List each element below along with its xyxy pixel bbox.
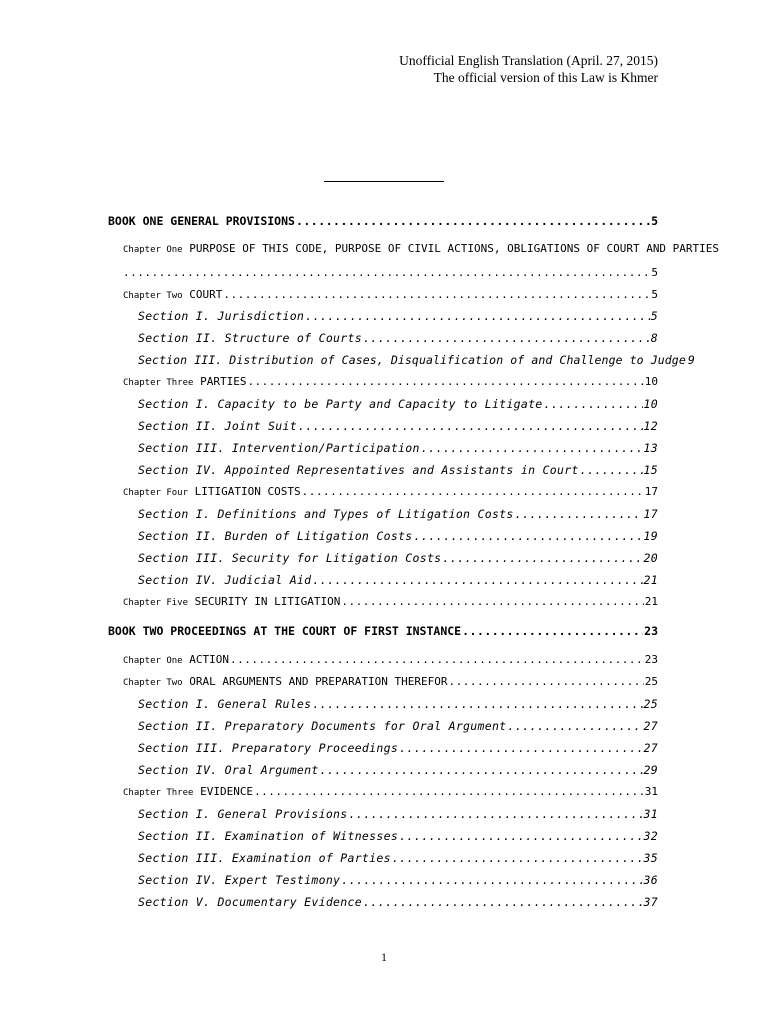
dot-leader	[302, 485, 644, 498]
toc-section[interactable]	[138, 829, 658, 843]
chapter-word: Chapter Two	[123, 291, 183, 301]
header-divider	[324, 181, 444, 182]
toc-entry-label: Section III. Examination of Parties	[138, 851, 391, 865]
dot-leader	[247, 375, 643, 388]
dot-leader	[544, 397, 643, 411]
dot-leader	[254, 785, 644, 798]
toc-entry-label: Section IV. Appointed Representatives and Assistants in Court	[138, 463, 579, 477]
toc-page-number: 31	[643, 807, 658, 821]
toc-section[interactable]	[138, 331, 658, 345]
toc-page-number: 5	[651, 288, 658, 301]
toc-page-number: 9	[687, 353, 695, 367]
toc-page-number: 21	[644, 595, 658, 608]
dot-leader	[399, 829, 642, 843]
toc-entry-label	[123, 785, 253, 798]
dot-leader	[341, 873, 642, 887]
toc-section[interactable]	[138, 529, 658, 543]
toc-page-number: 25	[644, 675, 658, 688]
chapter-word: Chapter One	[123, 656, 183, 666]
toc-entry-label: Section I. Jurisdiction	[138, 309, 305, 323]
dot-leader	[462, 624, 643, 638]
toc-chapter-four[interactable]	[123, 485, 658, 498]
toc-section[interactable]	[138, 419, 658, 433]
page-number-footer: 1	[381, 950, 387, 964]
toc-page-number: 19	[643, 529, 658, 543]
dot-leader	[363, 331, 650, 345]
toc-entry-label: Section V. Documentary Evidence	[138, 895, 362, 909]
dot-leader	[341, 595, 643, 608]
toc-section[interactable]	[138, 697, 658, 711]
toc-entry-label: Section I. Definitions and Types of Litigation Costs	[138, 507, 514, 521]
chapter-title: SECURITY IN LITIGATION	[194, 595, 341, 608]
toc-entry-label	[123, 653, 229, 666]
chapter-title: EVIDENCE	[200, 785, 254, 798]
toc-page-number: 21	[643, 573, 658, 587]
toc-page-number: 37	[643, 895, 658, 909]
toc-entry-label: PURPOSE OF THIS CODE, PURPOSE OF CIVIL ACTIONS, OBLIGATIONS OF COURT AND PARTIES	[189, 242, 720, 255]
toc-entry-label	[123, 375, 246, 388]
toc-page-number: 31	[644, 785, 658, 798]
toc-entry-label: BOOK ONE GENERAL PROVISIONS	[108, 214, 295, 228]
dot-leader	[363, 895, 643, 909]
toc-page-number: 20	[643, 551, 658, 565]
toc-entry-label: Section III. Security for Litigation Costs	[138, 551, 442, 565]
toc-chapter-one[interactable]	[123, 653, 658, 666]
toc-page-number: 17	[643, 507, 658, 521]
toc-section[interactable]	[138, 719, 658, 733]
toc-chapter-one-title[interactable]	[123, 242, 720, 255]
dot-leader	[223, 288, 650, 301]
toc-entry-label: Section I. General Provisions	[138, 807, 348, 821]
toc-chapter-three[interactable]	[123, 785, 658, 798]
toc-entry-label	[123, 288, 222, 301]
toc-page-number: 17	[644, 485, 658, 498]
toc-entry-label	[123, 485, 301, 498]
toc-entry-label: Section IV. Oral Argument	[138, 763, 319, 777]
toc-entry-label: Section IV. Expert Testimony	[138, 873, 341, 887]
dot-leader	[296, 214, 650, 228]
toc-section[interactable]	[138, 807, 658, 821]
dot-leader	[123, 266, 650, 279]
dot-leader	[421, 441, 643, 455]
toc-chapter-two[interactable]	[123, 288, 658, 301]
toc-page-number: 8	[650, 331, 658, 345]
toc-entry-label: BOOK TWO PROCEEDINGS AT THE COURT OF FIRST INSTANCE	[108, 624, 462, 638]
chapter-title: ACTION	[189, 653, 229, 666]
dot-leader	[305, 309, 650, 323]
toc-page-number: 23	[644, 653, 658, 666]
toc-section[interactable]	[138, 309, 658, 323]
toc-page-number: 29	[643, 763, 658, 777]
toc-section[interactable]	[138, 507, 658, 521]
toc-page-number: 25	[643, 697, 658, 711]
toc-page-number: 35	[643, 851, 658, 865]
toc-section[interactable]	[138, 353, 695, 367]
toc-section[interactable]	[138, 895, 658, 909]
dot-leader	[399, 741, 642, 755]
toc-entry-label	[123, 595, 340, 608]
chapter-word: Chapter Five	[123, 598, 189, 608]
dot-leader	[449, 675, 644, 688]
chapter-word: Chapter Four	[123, 488, 189, 498]
toc-section[interactable]	[138, 551, 658, 565]
toc-page-number: 23	[644, 624, 658, 638]
toc-section[interactable]	[138, 397, 658, 411]
dot-leader	[507, 719, 642, 733]
toc-entry-label: Section II. Structure of Courts	[138, 331, 362, 345]
toc-entry-label: Section III. Preparatory Proceedings	[138, 741, 399, 755]
toc-chapter-one-continuation[interactable]	[123, 266, 658, 279]
toc-entry-label: Section II. Examination of Witnesses	[138, 829, 399, 843]
toc-section[interactable]	[138, 873, 658, 887]
document-header	[399, 52, 658, 86]
chapter-title: ORAL ARGUMENTS AND PREPARATION THEREFOR	[189, 675, 448, 688]
dot-leader	[298, 419, 643, 433]
chapter-title: COURT	[189, 288, 223, 301]
toc-page-number: 15	[643, 463, 658, 477]
toc-entry-label: Section II. Preparatory Documents for Oral Argument	[138, 719, 507, 733]
toc-page-number: 13	[643, 441, 658, 455]
toc-section[interactable]	[138, 741, 658, 755]
translation-note: Unofficial English Translation (April. 27, 2015)	[399, 53, 658, 68]
toc-book-two[interactable]	[108, 624, 658, 638]
toc-page-number: 12	[643, 419, 658, 433]
chapter-word: Chapter Three	[123, 378, 194, 388]
toc-page-number: 27	[643, 741, 658, 755]
chapter-title: LITIGATION COSTS	[194, 485, 301, 498]
toc-page-number: 10	[644, 375, 658, 388]
toc-section[interactable]	[138, 851, 658, 865]
chapter-word: Chapter Two	[123, 678, 183, 688]
dot-leader	[312, 573, 642, 587]
toc-page-number: 32	[643, 829, 658, 843]
toc-page-number: 10	[643, 397, 658, 411]
toc-section[interactable]	[138, 441, 658, 455]
toc-entry-label: Section I. Capacity to be Party and Capacity to Litigate	[138, 397, 543, 411]
toc-page-number: 36	[643, 873, 658, 887]
dot-leader	[442, 551, 642, 565]
toc-entry-label: Section I. General Rules	[138, 697, 312, 711]
toc-page-number: 5	[651, 214, 658, 228]
toc-chapter-three[interactable]	[123, 375, 658, 388]
toc-entry-label: Section III. Distribution of Cases, Disqualification of and Challenge to Judge	[138, 353, 686, 367]
dot-leader	[312, 697, 642, 711]
dot-leader	[515, 507, 643, 521]
dot-leader	[414, 529, 643, 543]
chapter-word: Chapter Three	[123, 788, 194, 798]
toc-section[interactable]	[138, 573, 658, 587]
toc-chapter-two[interactable]	[123, 675, 658, 688]
toc-entry-label: Section II. Burden of Litigation Costs	[138, 529, 413, 543]
official-version-note: The official version of this Law is Khmer	[433, 70, 658, 85]
dot-leader	[348, 807, 642, 821]
dot-leader	[392, 851, 643, 865]
toc-section[interactable]	[138, 463, 658, 477]
toc-page-number: 5	[650, 309, 658, 323]
chapter-word: Chapter One	[123, 245, 183, 255]
dot-leader	[230, 653, 644, 666]
chapter-title: PARTIES	[200, 375, 247, 388]
toc-section[interactable]	[138, 763, 658, 777]
toc-entry-label: Section II. Joint Suit	[138, 419, 297, 433]
dot-leader	[320, 763, 643, 777]
toc-page-number: 5	[651, 266, 658, 279]
toc-chapter-five[interactable]	[123, 595, 658, 608]
dot-leader	[580, 463, 643, 477]
toc-entry-label: Section III. Intervention/Participation	[138, 441, 420, 455]
toc-entry-label: Section IV. Judicial Aid	[138, 573, 312, 587]
toc-page-number: 27	[643, 719, 658, 733]
toc-book-one[interactable]	[108, 214, 658, 228]
toc-entry-label	[123, 675, 448, 688]
